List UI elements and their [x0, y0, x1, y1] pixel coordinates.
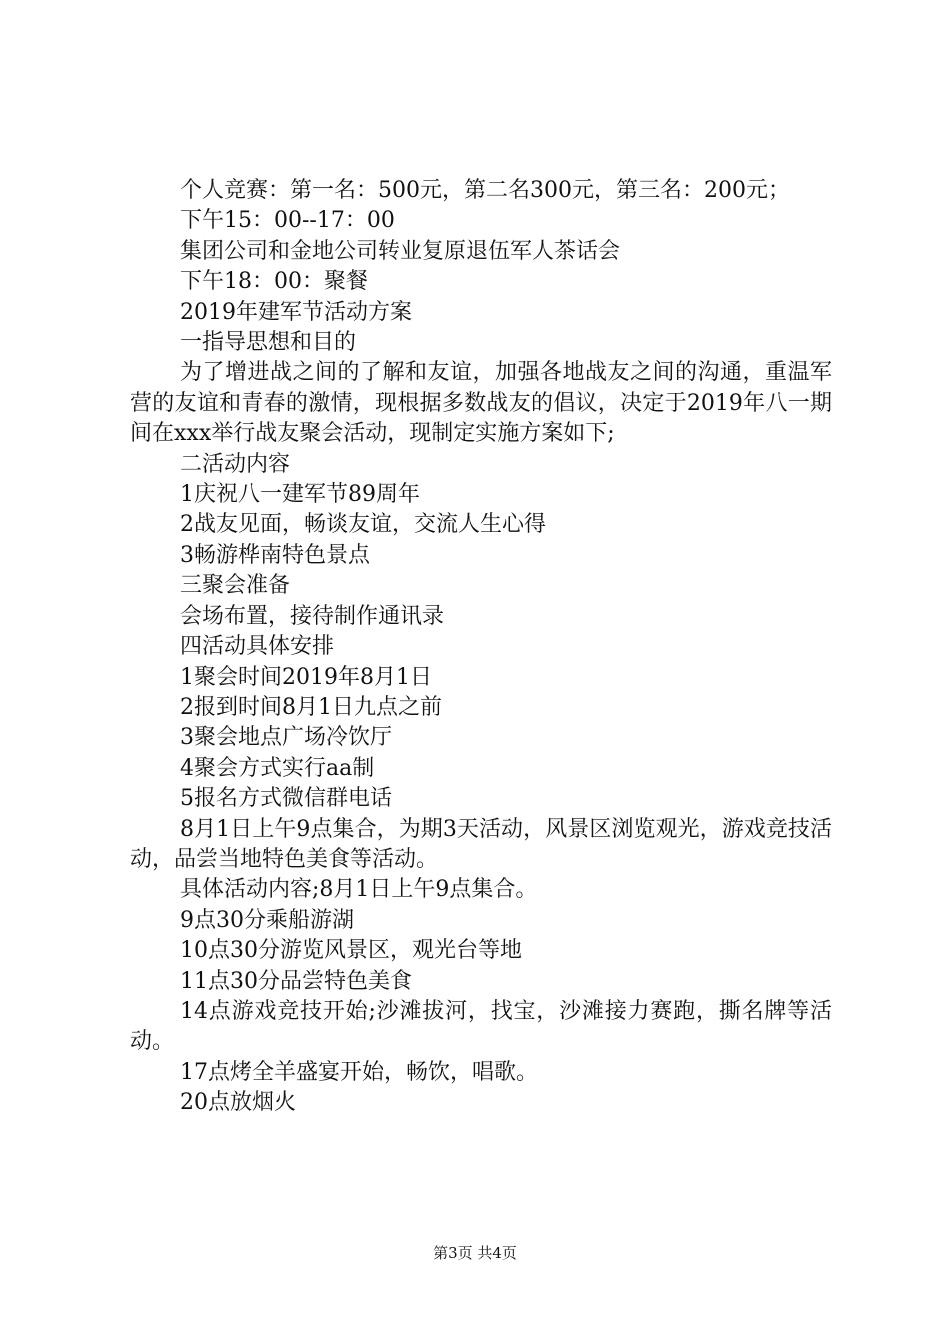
schedule-item: 17点烤全羊盛宴开始，畅饮，唱歌。 — [180, 1059, 538, 1085]
schedule-item: 20点放烟火 — [180, 1090, 296, 1116]
list-item: 4聚会方式实行aa制 — [180, 755, 375, 781]
schedule-item: 10点30分游览风景区，观光台等地 — [180, 938, 522, 964]
paragraph-prize: 个人竞赛：第一名：500元，第二名300元，第三名：200元； — [180, 178, 790, 203]
section-heading-3: 三聚会准备 — [180, 573, 291, 599]
list-item: 2战友见面，畅谈友谊，交流人生心得 — [180, 512, 546, 538]
document-body — [130, 176, 832, 1119]
paragraph-schedule-overview: 8月1日上午9点集合，为期3天活动，风景区浏览观光，游戏竞技活动，品尝当地特色美食等活动。 — [130, 816, 832, 872]
paragraph-preparation: 会场布置，接待制作通讯录 — [180, 603, 445, 629]
paragraph-plan-title: 2019年建军节活动方案 — [180, 299, 412, 325]
paragraph-afternoon-time: 下午15：00--17：00 — [180, 208, 395, 234]
paragraph-dinner: 下午18：00：聚餐 — [180, 269, 368, 295]
list-item: 5报名方式微信群电话 — [180, 786, 392, 812]
paragraph-tea-party: 集团公司和金地公司转业复原退伍军人茶话会 — [180, 238, 621, 264]
list-item: 3畅游桦南特色景点 — [180, 542, 370, 568]
section-heading-4: 四活动具体安排 — [180, 634, 335, 660]
section-heading-1: 一指导思想和目的 — [180, 330, 357, 356]
paragraph-schedule-detail: 具体活动内容;8月1日上午9点集合。 — [180, 877, 538, 903]
page-footer: 第3页 共4页 — [433, 1244, 517, 1262]
section-heading-2: 二活动内容 — [180, 451, 291, 477]
schedule-item: 11点30分品尝特色美食 — [180, 968, 412, 994]
list-item: 1庆祝八一建军节89周年 — [180, 482, 420, 508]
list-item: 2报到时间8月1日九点之前 — [180, 694, 442, 720]
list-item: 1聚会时间2019年8月1日 — [180, 664, 432, 690]
list-item: 3聚会地点广场冷饮厅 — [180, 725, 392, 751]
schedule-item: 9点30分乘船游湖 — [180, 907, 354, 933]
schedule-item: 14点游戏竞技开始;沙滩拔河，找宝，沙滩接力赛跑，撕名牌等活动。 — [130, 998, 832, 1055]
paragraph-purpose: 为了增进战之间的了解和友谊，加强各地战友之间的沟通，重温军营的友谊和青春的激情，现根据多数战友的倡议，决定于2019年八一期间在xxx举行战友聚会活动，现制定实施方案如下; — [130, 360, 832, 447]
